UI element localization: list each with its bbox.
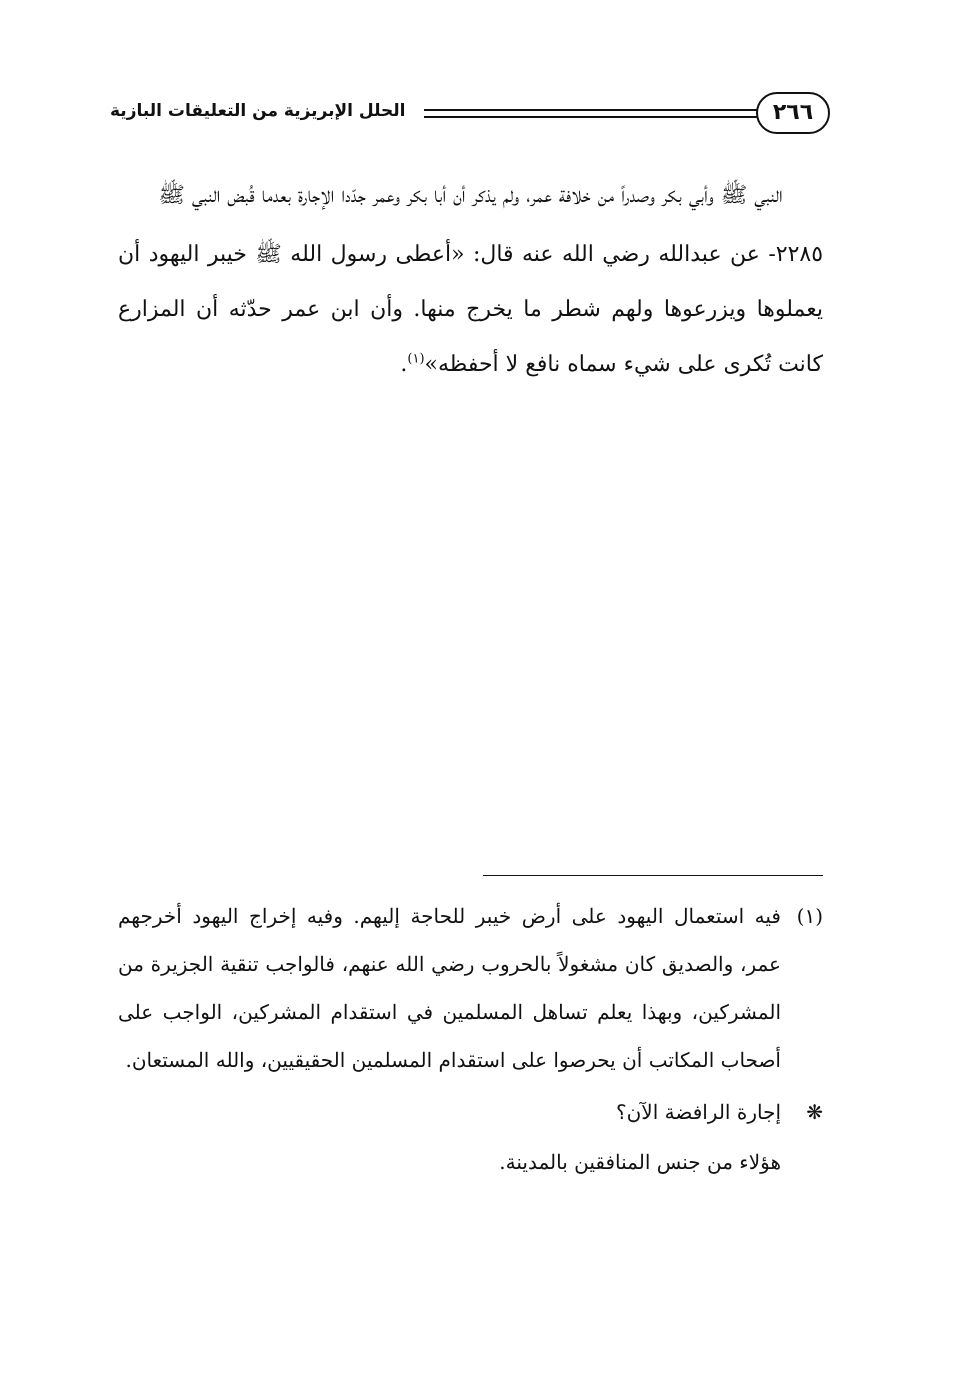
hadith-text: عن عبدالله رضي الله عنه قال: «أعطى رسول الله ﷺ خيبر اليهود أن يعملوها ويزرعوها ولهم شطر ما يخرج منها. وأن ابن عمر حدّثه أن المزارع كانت تُكرى على شيء سماه نافع لا أحفظه» bbox=[118, 242, 823, 377]
footnote-marker: (١) bbox=[796, 904, 823, 928]
star-icon: ❋ bbox=[806, 1100, 823, 1124]
question-text: إجارة الرافضة الآن؟ bbox=[616, 1100, 781, 1124]
hadith-paragraph bbox=[118, 227, 823, 392]
footnote-item bbox=[118, 892, 823, 1084]
footnote-text: فيه استعمال اليهود على أرض خيبر للحاجة إليهم. وفيه إخراج اليهود أخرجهم عمر، والصديق كان مشغولاً بالحروب رضي الله عنهم، فالواجب تنقية الجزيرة من المشركين، وبهذا يعلم تساهل المسلمين في استقدام المشركين، الواجب على أصحاب المكاتب أن يحرصوا على استقدام المسلمين الحقيقيين، والله المستعان. bbox=[118, 904, 781, 1072]
footnote-separator bbox=[483, 875, 823, 876]
running-title: الحلل الإبريزية من التعليقات البازية bbox=[110, 101, 406, 121]
page-number: ٢٦٦ bbox=[756, 92, 830, 134]
footnotes bbox=[118, 892, 823, 1186]
footnote-reference: (١) bbox=[407, 351, 425, 367]
answer-text: هؤلاء من جنس المنافقين بالمدينة. bbox=[499, 1150, 781, 1174]
question-line bbox=[118, 1088, 823, 1136]
header-double-rule bbox=[424, 109, 758, 118]
page-header bbox=[110, 92, 830, 142]
continuation-paragraph: النبي ﷺ وأبي بكر وصدراً من خلافة عمر، ولم يذكر أن أبا بكر وعمر جدّدا الإجارة بعدما قُبض النبي ﷺ bbox=[158, 183, 783, 208]
hadith-number: ٢٢٨٥- bbox=[768, 242, 824, 267]
end-punctuation: . bbox=[400, 352, 408, 377]
main-text bbox=[118, 168, 823, 392]
